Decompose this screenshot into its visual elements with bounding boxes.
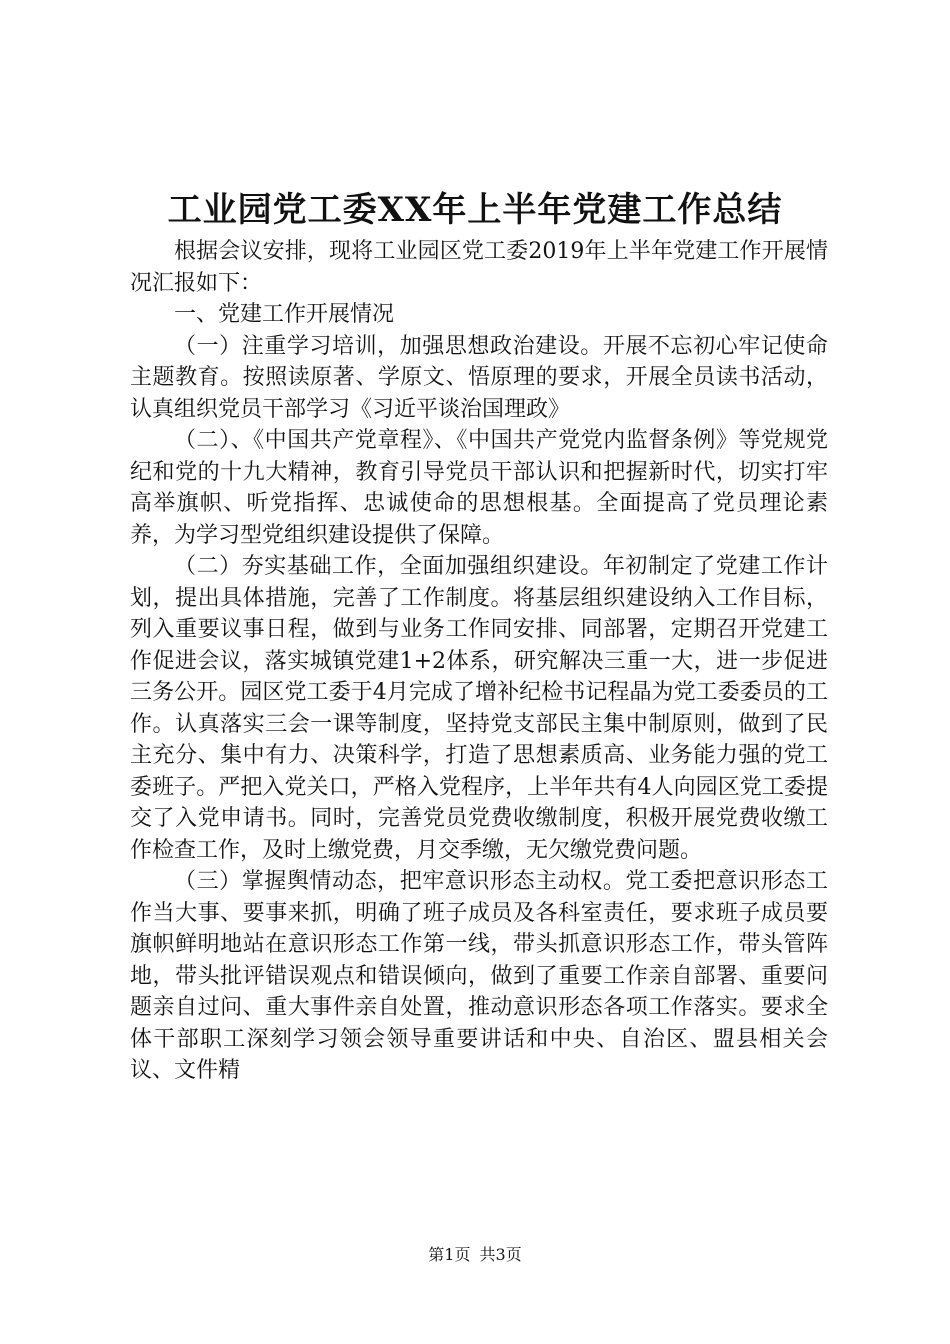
paragraph-party-regulations: （二）、《中国共产党章程》、《中国共产党党内监督条例》等党规党纪和党的十九大精神，教育引导党员干部认识和把握新时代，切实打牢高举旗帜、听党指挥、忠诚使命的思想根基。全面提高了党员理论素养，为学习型党组织建设提供了保障。	[130, 428, 828, 548]
paragraph-organization-building: （二）夯实基础工作，全面加强组织建设。年初制定了党建工作计划，提出具体措施，完善了工作制度。将基层组织建设纳入工作目标，列入重要议事日程，做到与业务工作同安排、同部署，定期召开党建工作促进会议，落实城镇党建1+2体系，研究解决三重一大，进一步促进三务公开。园区党工委于4月完成了增补纪检书记程晶为党工委委员的工作。认真落实三会一课等制度，坚持党支部民主集中制原则，做到了民主充分、集中有力、决策科学，打造了思想素质高、业务能力强的党工委班子。严把入党关口，严格入党程序，上半年共有4人向园区党工委提交了入党申请书。同时，完善党员党费收缴制度，积极开展党费收缴工作检查工作，及时上缴党费，月交季缴，无欠缴党费问题。	[130, 554, 828, 863]
page-number: 第1页	[428, 1245, 471, 1264]
paragraph-intro: 根据会议安排，现将工业园区党工委2019年上半年党建工作开展情况汇报如下：	[130, 239, 828, 296]
page-total: 共3页	[479, 1245, 522, 1264]
paragraph-study-training: （一）注重学习培训，加强思想政治建设。开展不忘初心牢记使命主题教育。按照读原著、学原文、悟原理的要求，开展全员读书活动，认真组织党员干部学习《习近平谈治国理政》	[130, 333, 828, 422]
document-title: 工业园党工委XX年上半年党建工作总结	[167, 190, 783, 230]
page-footer	[0, 1244, 950, 1266]
section-heading: 一、党建工作开展情况	[174, 302, 395, 327]
paragraph-ideology-work: （三）掌握舆情动态，把牢意识形态主动权。党工委把意识形态工作当大事、要事来抓，明确了班子成员及各科室责任，要求班子成员要旗帜鲜明地站在意识形态工作第一线，带头抓意识形态工作，带头管阵地，带头批评错误观点和错误倾向，做到了重要工作亲自部署、重要问题亲自过问、重大事件亲自处置，推动意识形态各项工作落实。要求全体干部职工深刻学习领会领导重要讲话和中央、自治区、盟县相关会议、文件精	[130, 869, 828, 1083]
document-body	[130, 236, 828, 1087]
